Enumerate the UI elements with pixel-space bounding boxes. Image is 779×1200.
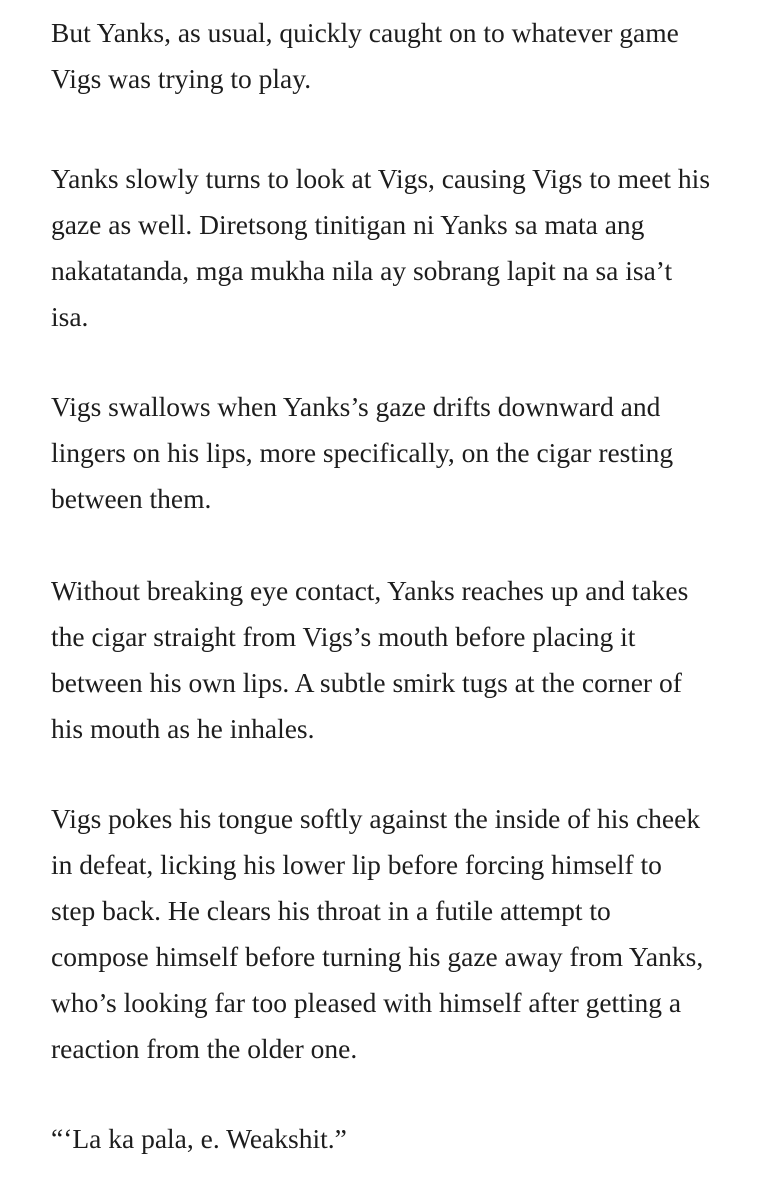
paragraph-4 [51, 568, 751, 752]
text-line: step back. He clears his throat in a futile attempt to [51, 895, 611, 926]
paragraph-3 [51, 384, 751, 522]
text-line: “‘La ka pala, e. Weakshit.” [51, 1123, 347, 1154]
paragraph-2 [51, 156, 751, 340]
text-line: Without breaking eye contact, Yanks reaches up and takes [51, 575, 689, 606]
text-line: nakatatanda, mga mukha nila ay sobrang lapit na sa isa’t [51, 255, 673, 286]
text-line: lingers on his lips, more specifically, on the cigar resting [51, 437, 674, 468]
paragraph-1 [51, 10, 751, 102]
text-line: Vigs was trying to play. [51, 63, 312, 94]
text-line: Vigs pokes his tongue softly against the inside of his cheek [51, 803, 701, 834]
paragraph-5 [51, 796, 751, 1072]
text-line: between his own lips. A subtle smirk tugs at the corner of [51, 667, 682, 698]
text-line: compose himself before turning his gaze away from Yanks, [51, 941, 704, 972]
text-line: Vigs swallows when Yanks’s gaze drifts downward and [51, 391, 661, 422]
text-line: who’s looking far too pleased with himself after getting a [51, 987, 682, 1018]
text-line: reaction from the older one. [51, 1033, 358, 1064]
text-line: his mouth as he inhales. [51, 713, 315, 744]
text-line: gaze as well. Diretsong tinitigan ni Yanks sa mata ang [51, 209, 645, 240]
text-line: But Yanks, as usual, quickly caught on to whatever game [51, 17, 679, 48]
text-line: in defeat, licking his lower lip before forcing himself to [51, 849, 662, 880]
text-line: between them. [51, 483, 212, 514]
text-line: the cigar straight from Vigs’s mouth before placing it [51, 621, 636, 652]
text-line: Yanks slowly turns to look at Vigs, causing Vigs to meet his [51, 163, 711, 194]
paragraph-6-dialogue [51, 1116, 751, 1162]
text-line: isa. [51, 301, 89, 332]
